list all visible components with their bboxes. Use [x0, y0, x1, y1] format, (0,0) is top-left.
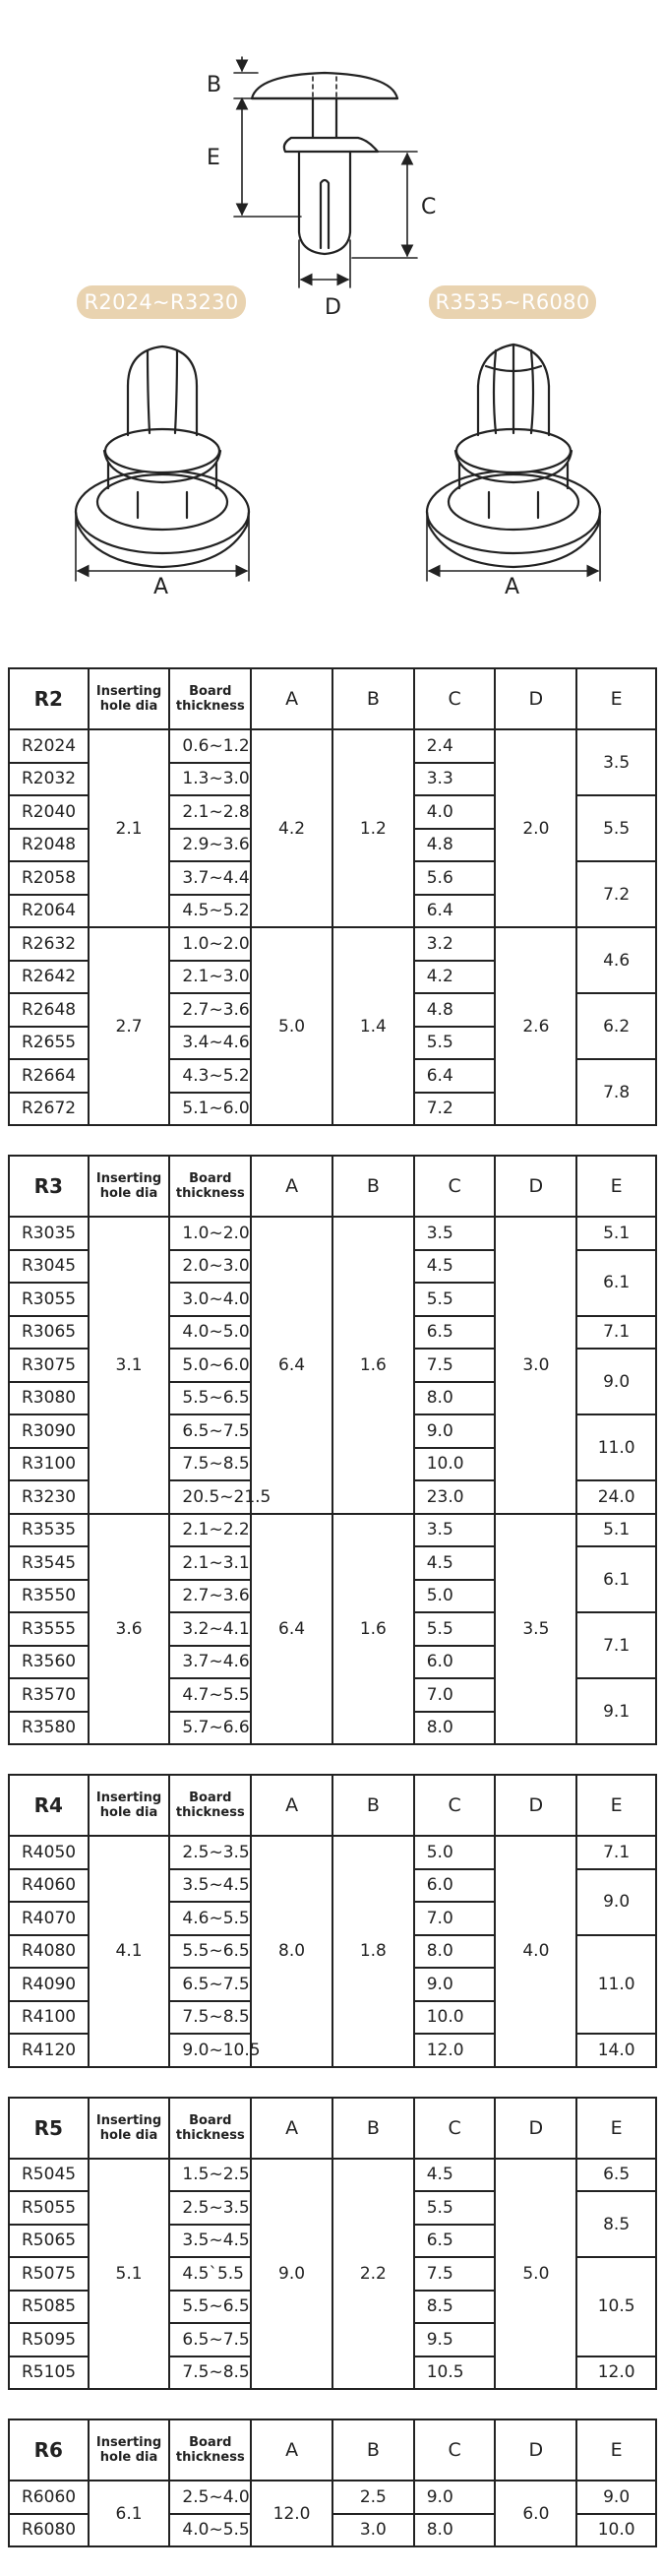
board-thickness-cell: 4.3~5.2 — [169, 1059, 251, 1093]
board-thickness-cell: 2.5~3.5 — [169, 2191, 251, 2225]
header-a: A — [251, 2098, 332, 2159]
header-c: C — [414, 1156, 496, 1217]
a-cell: 5.0 — [251, 927, 332, 1125]
a-cell: 8.0 — [251, 1836, 332, 2067]
c-cell: 4.2 — [414, 961, 496, 994]
model-cell: R3560 — [9, 1646, 89, 1679]
model-cell: R3055 — [9, 1283, 89, 1316]
header-board-line: Board — [189, 1171, 232, 1186]
c-cell: 7.0 — [414, 1678, 496, 1712]
header-d: D — [495, 668, 576, 729]
c-cell: 9.0 — [414, 2481, 496, 2514]
dim-label-d: D — [325, 295, 341, 320]
model-cell: R2642 — [9, 961, 89, 994]
c-cell: 6.5 — [414, 1316, 496, 1350]
model-cell: R4080 — [9, 1935, 89, 1969]
a-cell: 6.4 — [251, 1514, 332, 1745]
c-cell: 3.5 — [414, 1217, 496, 1250]
d-cell: 5.0 — [495, 2159, 576, 2390]
model-cell: R3090 — [9, 1414, 89, 1448]
c-cell: 23.0 — [414, 1480, 496, 1514]
board-thickness-cell: 1.0~2.0 — [169, 1217, 251, 1250]
header-c: C — [414, 2098, 496, 2159]
e-cell: 7.1 — [576, 1836, 656, 1869]
b-cell: 3.0 — [332, 2514, 414, 2547]
table-row — [9, 927, 656, 961]
hole-cell: 2.7 — [89, 927, 170, 1125]
b-cell: 1.6 — [332, 1514, 414, 1745]
header-row — [9, 1775, 656, 1836]
d-cell: 2.6 — [495, 927, 576, 1125]
c-cell: 8.5 — [414, 2291, 496, 2324]
c-cell: 7.2 — [414, 1093, 496, 1126]
header-d: D — [495, 2419, 576, 2481]
board-thickness-cell: 5.5~6.5 — [169, 2291, 251, 2324]
header-inserting-line: hole dia — [99, 2450, 158, 2465]
table-row — [9, 1217, 656, 1250]
board-thickness-cell: 2.5~3.5 — [169, 1836, 251, 1869]
c-cell: 3.2 — [414, 927, 496, 961]
c-cell: 10.0 — [414, 2001, 496, 2035]
board-thickness-cell: 20.5~21.5 — [169, 1480, 251, 1514]
header-inserting-line: Inserting — [95, 2435, 162, 2450]
board-thickness-cell: 5.5~6.5 — [169, 1935, 251, 1969]
board-thickness-cell: 2.1~2.2 — [169, 1514, 251, 1547]
table-row — [9, 729, 656, 763]
board-thickness-cell: 4.6~5.5 — [169, 1902, 251, 1935]
model-cell: R5075 — [9, 2257, 89, 2291]
board-thickness-cell: 6.5~7.5 — [169, 2323, 251, 2356]
c-cell: 3.3 — [414, 763, 496, 796]
header-c: C — [414, 2419, 496, 2481]
model-cell: R3100 — [9, 1448, 89, 1481]
board-thickness-cell: 2.1~2.8 — [169, 795, 251, 829]
c-cell: 6.4 — [414, 895, 496, 928]
c-cell: 6.5 — [414, 2225, 496, 2258]
c-cell: 4.0 — [414, 795, 496, 829]
b-cell: 2.2 — [332, 2159, 414, 2390]
a-cell: 4.2 — [251, 729, 332, 927]
spec-table-r4 — [8, 1774, 657, 2068]
c-cell: 2.4 — [414, 729, 496, 763]
hole-cell: 6.1 — [89, 2481, 170, 2546]
header-b: B — [332, 2419, 414, 2481]
header-board-line: Board — [189, 2435, 232, 2450]
header-row — [9, 668, 656, 729]
board-thickness-cell: 4.7~5.5 — [169, 1678, 251, 1712]
e-cell: 5.1 — [576, 1217, 656, 1250]
c-cell: 4.5 — [414, 2159, 496, 2192]
model-cell: R2655 — [9, 1027, 89, 1060]
board-thickness-cell: 7.5~8.5 — [169, 1448, 251, 1481]
d-cell: 4.0 — [495, 1836, 576, 2067]
c-cell: 8.0 — [414, 1935, 496, 1969]
header-board-line: thickness — [175, 2450, 245, 2465]
model-cell: R5045 — [9, 2159, 89, 2192]
c-cell: 4.5 — [414, 1250, 496, 1284]
board-thickness-cell: 1.3~3.0 — [169, 763, 251, 796]
board-thickness-cell: 2.9~3.6 — [169, 829, 251, 862]
board-thickness-cell: 2.1~3.0 — [169, 961, 251, 994]
c-cell: 5.0 — [414, 1580, 496, 1613]
board-thickness-cell: 5.7~6.6 — [169, 1712, 251, 1745]
e-cell: 7.8 — [576, 1059, 656, 1125]
a-cell: 6.4 — [251, 1217, 332, 1514]
e-cell: 5.1 — [576, 1514, 656, 1547]
spec-table-r2 — [8, 667, 657, 1126]
model-cell: R2664 — [9, 1059, 89, 1093]
header-row — [9, 1156, 656, 1217]
header-board-thickness — [169, 1156, 251, 1217]
board-thickness-cell: 7.5~8.5 — [169, 2356, 251, 2390]
hole-cell: 3.1 — [89, 1217, 170, 1514]
model-cell: R4070 — [9, 1902, 89, 1935]
header-board-thickness — [169, 668, 251, 729]
header-d: D — [495, 1156, 576, 1217]
c-cell: 7.5 — [414, 2257, 496, 2291]
dim-label-e: E — [207, 146, 220, 170]
model-cell: R3580 — [9, 1712, 89, 1745]
board-thickness-cell: 3.5~4.5 — [169, 2225, 251, 2258]
header-inserting-line: Inserting — [95, 1171, 162, 1186]
header-board-line: Board — [189, 2112, 232, 2128]
model-cell: R3230 — [9, 1480, 89, 1514]
model-cell: R6080 — [9, 2514, 89, 2547]
c-cell: 4.5 — [414, 1546, 496, 1580]
model-cell: R3045 — [9, 1250, 89, 1284]
header-board-thickness — [169, 2098, 251, 2159]
board-thickness-cell: 4.0~5.5 — [169, 2514, 251, 2547]
e-cell: 10.0 — [576, 2514, 656, 2547]
board-thickness-cell: 4.5`5.5 — [169, 2257, 251, 2291]
header-board-line: thickness — [175, 1805, 245, 1820]
c-cell: 5.5 — [414, 2191, 496, 2225]
header-board-thickness — [169, 1775, 251, 1836]
c-cell: 7.0 — [414, 1902, 496, 1935]
side-view-rivet — [252, 73, 397, 254]
model-cell: R5055 — [9, 2191, 89, 2225]
model-cell: R5065 — [9, 2225, 89, 2258]
board-thickness-cell: 2.5~4.0 — [169, 2481, 251, 2514]
header-d: D — [495, 2098, 576, 2159]
model-cell: R5085 — [9, 2291, 89, 2324]
b-cell: 1.4 — [332, 927, 414, 1125]
e-cell: 8.5 — [576, 2191, 656, 2257]
rivet-r3535-r6080-drawing — [427, 345, 600, 567]
board-thickness-cell: 2.7~3.6 — [169, 1580, 251, 1613]
a-cell: 12.0 — [251, 2481, 332, 2546]
e-cell: 6.2 — [576, 993, 656, 1059]
e-cell: 12.0 — [576, 2356, 656, 2390]
board-thickness-cell: 3.2~4.1 — [169, 1612, 251, 1646]
model-cell: R2032 — [9, 763, 89, 796]
e-cell: 6.1 — [576, 1250, 656, 1316]
header-board-line: Board — [189, 1791, 232, 1805]
header-inserting-hole-dia — [89, 1156, 170, 1217]
board-thickness-cell: 3.5~4.5 — [169, 1869, 251, 1903]
e-cell: 6.5 — [576, 2159, 656, 2192]
board-thickness-cell: 5.5~6.5 — [169, 1382, 251, 1415]
board-thickness-cell: 3.0~4.0 — [169, 1283, 251, 1316]
e-cell: 4.6 — [576, 927, 656, 993]
board-thickness-cell: 1.5~2.5 — [169, 2159, 251, 2192]
model-cell: R2672 — [9, 1093, 89, 1126]
model-cell: R4120 — [9, 2034, 89, 2067]
model-cell: R3535 — [9, 1514, 89, 1547]
model-cell: R3545 — [9, 1546, 89, 1580]
header-board-thickness — [169, 2419, 251, 2481]
model-cell: R3035 — [9, 1217, 89, 1250]
c-cell: 8.0 — [414, 2514, 496, 2547]
c-cell: 9.5 — [414, 2323, 496, 2356]
e-cell: 3.5 — [576, 729, 656, 795]
e-cell: 24.0 — [576, 1480, 656, 1514]
spec-table-r3 — [8, 1155, 657, 1745]
header-e: E — [576, 668, 656, 729]
c-cell: 5.5 — [414, 1283, 496, 1316]
board-thickness-cell: 4.0~5.0 — [169, 1316, 251, 1350]
header-e: E — [576, 2098, 656, 2159]
header-d: D — [495, 1775, 576, 1836]
rivet-r2024-r3230-drawing — [76, 346, 249, 567]
hole-cell: 2.1 — [89, 729, 170, 927]
header-e: E — [576, 1156, 656, 1217]
e-cell: 6.1 — [576, 1546, 656, 1612]
model-cell: R3550 — [9, 1580, 89, 1613]
table-row — [9, 1514, 656, 1547]
header-inserting-line: Inserting — [95, 1791, 162, 1805]
header-board-line: thickness — [175, 1186, 245, 1201]
header-row — [9, 2098, 656, 2159]
e-cell: 7.1 — [576, 1612, 656, 1678]
c-cell: 6.4 — [414, 1059, 496, 1093]
table-row — [9, 1836, 656, 1869]
e-cell: 9.0 — [576, 2481, 656, 2514]
board-thickness-cell: 5.0~6.0 — [169, 1349, 251, 1382]
board-thickness-cell: 0.6~1.2 — [169, 729, 251, 763]
board-thickness-cell: 2.7~3.6 — [169, 993, 251, 1027]
header-board-line: Board — [189, 684, 232, 699]
model-cell: R3570 — [9, 1678, 89, 1712]
c-cell: 10.5 — [414, 2356, 496, 2390]
header-inserting-hole-dia — [89, 668, 170, 729]
b-cell: 1.6 — [332, 1217, 414, 1514]
c-cell: 5.0 — [414, 1836, 496, 1869]
header-a: A — [251, 1775, 332, 1836]
series-pill-left: R2024~R3230 — [77, 285, 246, 319]
group-name: R3 — [9, 1156, 89, 1217]
header-inserting-hole-dia — [89, 1775, 170, 1836]
model-cell: R2024 — [9, 729, 89, 763]
header-b: B — [332, 1156, 414, 1217]
board-thickness-cell: 3.4~4.6 — [169, 1027, 251, 1060]
d-cell: 3.5 — [495, 1514, 576, 1745]
header-row — [9, 2419, 656, 2481]
e-cell: 11.0 — [576, 1935, 656, 2035]
header-inserting-line: hole dia — [99, 699, 158, 714]
e-cell: 10.5 — [576, 2257, 656, 2356]
table-row — [9, 2481, 656, 2514]
board-thickness-cell: 6.5~7.5 — [169, 1414, 251, 1448]
header-board-line: thickness — [175, 2127, 245, 2143]
hole-cell: 5.1 — [89, 2159, 170, 2390]
model-cell: R2040 — [9, 795, 89, 829]
group-name: R2 — [9, 668, 89, 729]
c-cell: 8.0 — [414, 1382, 496, 1415]
model-cell: R3555 — [9, 1612, 89, 1646]
c-cell: 7.5 — [414, 1349, 496, 1382]
d-cell: 6.0 — [495, 2481, 576, 2546]
header-e: E — [576, 2419, 656, 2481]
model-cell: R4050 — [9, 1836, 89, 1869]
model-cell: R4100 — [9, 2001, 89, 2035]
header-a: A — [251, 668, 332, 729]
c-cell: 8.0 — [414, 1712, 496, 1745]
model-cell: R3065 — [9, 1316, 89, 1350]
header-a: A — [251, 2419, 332, 2481]
e-cell: 11.0 — [576, 1414, 656, 1480]
header-b: B — [332, 2098, 414, 2159]
c-cell: 10.0 — [414, 1448, 496, 1481]
rivet-diagram — [0, 0, 663, 630]
model-cell: R6060 — [9, 2481, 89, 2514]
dim-label-b: B — [207, 73, 222, 97]
board-thickness-cell: 5.1~6.0 — [169, 1093, 251, 1126]
board-thickness-cell: 9.0~10.5 — [169, 2034, 251, 2067]
model-cell: R4090 — [9, 1968, 89, 2001]
header-a: A — [251, 1156, 332, 1217]
spec-table-r6 — [8, 2419, 657, 2547]
header-inserting-hole-dia — [89, 2098, 170, 2159]
board-thickness-cell: 2.1~3.1 — [169, 1546, 251, 1580]
b-cell: 1.2 — [332, 729, 414, 927]
header-c: C — [414, 1775, 496, 1836]
e-cell: 9.0 — [576, 1869, 656, 1935]
header-inserting-line: hole dia — [99, 2127, 158, 2143]
header-c: C — [414, 668, 496, 729]
board-thickness-cell: 3.7~4.6 — [169, 1646, 251, 1679]
e-cell: 5.5 — [576, 795, 656, 861]
header-inserting-line: hole dia — [99, 1805, 158, 1820]
model-cell: R2648 — [9, 993, 89, 1027]
e-cell: 9.0 — [576, 1349, 656, 1414]
board-thickness-cell: 7.5~8.5 — [169, 2001, 251, 2035]
model-cell: R2048 — [9, 829, 89, 862]
e-cell: 9.1 — [576, 1678, 656, 1744]
header-b: B — [332, 668, 414, 729]
d-cell: 3.0 — [495, 1217, 576, 1514]
hole-cell: 4.1 — [89, 1836, 170, 2067]
model-cell: R2064 — [9, 895, 89, 928]
header-inserting-hole-dia — [89, 2419, 170, 2481]
header-inserting-line: Inserting — [95, 2112, 162, 2128]
c-cell: 5.5 — [414, 1027, 496, 1060]
table-row — [9, 2159, 656, 2192]
model-cell: R3075 — [9, 1349, 89, 1382]
c-cell: 5.5 — [414, 1612, 496, 1646]
dim-label-c: C — [421, 195, 437, 220]
group-name: R6 — [9, 2419, 89, 2481]
model-cell: R5095 — [9, 2323, 89, 2356]
group-name: R4 — [9, 1775, 89, 1836]
board-thickness-cell: 3.7~4.4 — [169, 861, 251, 895]
header-inserting-line: Inserting — [95, 684, 162, 699]
model-cell: R2058 — [9, 861, 89, 895]
b-cell: 1.8 — [332, 1836, 414, 2067]
c-cell: 9.0 — [414, 1414, 496, 1448]
d-cell: 2.0 — [495, 729, 576, 927]
c-cell: 4.8 — [414, 829, 496, 862]
header-b: B — [332, 1775, 414, 1836]
c-cell: 5.6 — [414, 861, 496, 895]
model-cell: R3080 — [9, 1382, 89, 1415]
group-name: R5 — [9, 2098, 89, 2159]
a-cell: 9.0 — [251, 2159, 332, 2390]
header-board-line: thickness — [175, 699, 245, 714]
c-cell: 4.8 — [414, 993, 496, 1027]
hole-cell: 3.6 — [89, 1514, 170, 1745]
board-thickness-cell: 2.0~3.0 — [169, 1250, 251, 1284]
series-pill-right: R3535~R6080 — [429, 285, 596, 319]
c-cell: 9.0 — [414, 1968, 496, 2001]
c-cell: 6.0 — [414, 1869, 496, 1903]
spec-table-r5 — [8, 2097, 657, 2391]
dim-label-a-right: A — [505, 575, 520, 599]
model-cell: R2632 — [9, 927, 89, 961]
dim-label-a-left: A — [153, 575, 169, 599]
header-inserting-line: hole dia — [99, 1186, 158, 1201]
c-cell: 3.5 — [414, 1514, 496, 1547]
spec-tables — [8, 667, 657, 2576]
model-cell: R5105 — [9, 2356, 89, 2390]
e-cell: 7.1 — [576, 1316, 656, 1350]
c-cell: 12.0 — [414, 2034, 496, 2067]
model-cell: R4060 — [9, 1869, 89, 1903]
b-cell: 2.5 — [332, 2481, 414, 2514]
board-thickness-cell: 1.0~2.0 — [169, 927, 251, 961]
e-cell: 7.2 — [576, 861, 656, 927]
board-thickness-cell: 4.5~5.2 — [169, 895, 251, 928]
c-cell: 6.0 — [414, 1646, 496, 1679]
board-thickness-cell: 6.5~7.5 — [169, 1968, 251, 2001]
header-e: E — [576, 1775, 656, 1836]
e-cell: 14.0 — [576, 2034, 656, 2067]
